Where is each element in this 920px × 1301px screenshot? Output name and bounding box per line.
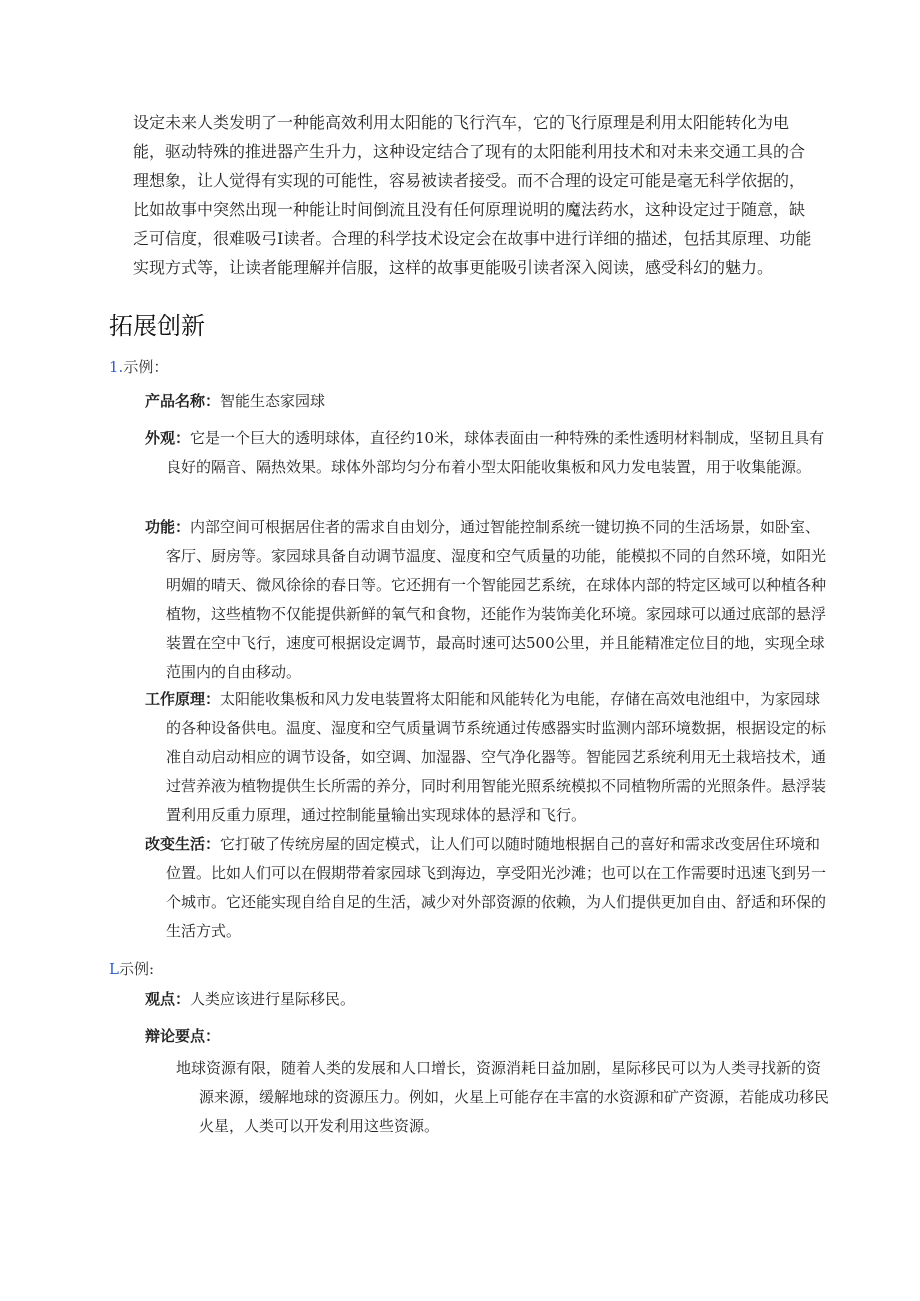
example-2-marker (109, 958, 154, 979)
viewpoint-label: 观点： (145, 990, 191, 1008)
list-number: 1. (109, 358, 124, 376)
product-name-line (145, 387, 833, 416)
viewpoint-text: 人类应该进行星际移民。 (190, 990, 356, 1008)
function-label: 功能： (145, 518, 191, 536)
intro-paragraph: 设定未来人类发明了一种能高效利用太阳能的飞行汽车，它的飞行原理是利用太阳能转化为电能，驱动特殊的推进器产生升力，这种设定结合了现有的太阳能利用技术和对未来交通工具的合理想象，让人觉得有实现的可能性，容易被读者接受。而不合理的设定可能是毫无科学依据的，比如故事中突然出现一种能让时间倒流且没有任何原理说明的魔法药水，这种设定过于随意，缺乏可信度，很难吸弓I读者。合理的科学技术设定会在故事中进行详细的描述，包括其原理、功能实现方式等，让读者能理解并信服，这样的故事更能吸引读者深入阅读，感受科幻的魅力。 (133, 113, 812, 277)
product-name-label: 产品名称： (145, 392, 221, 410)
section-title: 拓展创新 (109, 312, 205, 340)
life-change-paragraph (145, 830, 833, 946)
list-label: 示例： (123, 358, 169, 376)
life-change-label: 改变生活： (145, 835, 221, 853)
debate-point-paragraph: 地球资源有限，随着人类的发展和人口增长，资源消耗日益加剧，星际移民可以为人类寻找新的资源来源，缓解地球的资源压力。例如，火星上可能存在丰富的水资源和矿产资源，若能成功移民火星，人类可以开发利用这些资源。 (176, 1059, 830, 1135)
example-1-marker (109, 356, 168, 377)
function-text: 内部空间可根据居住者的需求自由划分，通过智能控制系统一键切换不同的生活场景，如卧室、客厅、厨房等。家园球具备自动调节温度、湿度和空气质量的功能，能模拟不同的自然环境，如阳光明媚的晴天、微风徐徐的春日等。它还拥有一个智能园艺系统，在球体内部的特定区域可以种植各种植物，这些植物不仅能提供新鲜的氧气和食物，还能作为装饰美化环境。家园球可以通过底部的悬浮装置在空中飞行，速度可根据设定调节，最高时速可达500公里，并且能精准定位目的地，实现全球范围内的自由移动。 (166, 518, 827, 681)
principle-text: 太阳能收集板和风力发电装置将太阳能和风能转化为电能，存储在高效电池组中，为家园球的各种设备供电。温度、湿度和空气质量调节系统通过传感器实时监测内部环境数据，根据设定的标准自动启动相应的调节设备，如空调、加湿器、空气净化器等。智能园艺系统利用无土栽培技术，通过营养液为植物提供生长所需的养分，同时利用智能光照系统模拟不同植物所需的光照条件。悬浮装置利用反重力原理，通过控制能量输出实现球体的悬浮和飞行。 (166, 690, 827, 824)
life-change-text: 它打破了传统房屋的固定模式，让人们可以随时随地根据自己的喜好和需求改变居住环境和位置。比如人们可以在假期带着家园球飞到海边，享受阳光沙滩；也可以在工作需要时迅速飞到另一个城市。它还能实现自给自足的生活，减少对外部资源的依赖，为人们提供更加自由、舒适和环保的生活方式。 (166, 835, 827, 940)
list-label: 示例: (118, 960, 155, 978)
principle-paragraph (145, 685, 833, 830)
appearance-paragraph (145, 424, 833, 482)
list-number: L (109, 960, 119, 978)
appearance-label: 外观： (145, 429, 191, 447)
product-name-text: 智能生态家园球 (220, 392, 326, 410)
appearance-text: 它是一个巨大的透明球体，直径约10米，球体表面由一种特殊的柔性透明材料制成，坚韧且具有良好的隔音、隔热效果。球体外部均匀分布着小型太阳能收集板和风力发电装置，用于收集能源。 (166, 429, 825, 476)
function-paragraph (145, 513, 833, 687)
debate-heading (145, 1022, 812, 1051)
debate-label: 辩论要点： (145, 1027, 221, 1045)
principle-label: 工作原理： (145, 690, 221, 708)
viewpoint-line (145, 985, 833, 1014)
